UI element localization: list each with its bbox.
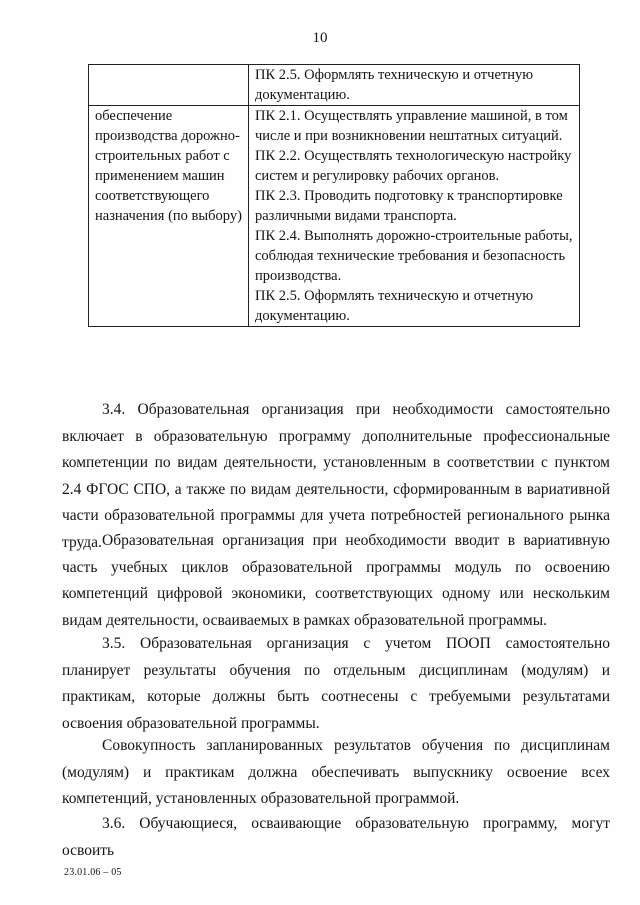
paragraph: Образовательная организация при необходимости вводит в вариативную часть учебных циклов образовательной программы модуль по освоению компетенций цифровой экономики, соответствующих одному или нескольким видам деятельности, осваиваемых в рамках образовательной программы. bbox=[62, 532, 610, 629]
document-code: 23.01.06 – 05 bbox=[64, 867, 122, 878]
competency-item: ПК 2.5. Оформлять техническую и отчетную документацию. bbox=[255, 67, 534, 103]
paragraph: Совокупность запланированных результатов обучения по дисциплинам (модулям) и практикам должна обеспечивать выпускнику освоение всех компетенций, установленных образовательной программой. bbox=[62, 737, 610, 807]
competencies-cell bbox=[249, 106, 580, 327]
competency-item: ПК 2.5. Оформлять техническую и отчетную документацию. bbox=[255, 288, 534, 324]
body-text bbox=[62, 733, 610, 813]
activity-cell: обеспечение производства дорожно-строительных работ с применением машин соответствующего назначения (по выбору) bbox=[89, 106, 249, 327]
paragraph: 3.5. Образовательная организация с учетом ПООП самостоятельно планирует результаты обучения по отдельным дисциплинам (модулям) и практикам, которые должны быть соотнесены с требуемыми результатами освоения образовательной программы. bbox=[62, 635, 610, 732]
body-text bbox=[62, 811, 610, 864]
competency-item: ПК 2.1. Осуществлять управление машиной, в том числе и при возникновении нештатных ситуаций. bbox=[255, 108, 568, 144]
competency-item: ПК 2.4. Выполнять дорожно-строительные работы, соблюдая технические требования и безопасность производства. bbox=[255, 228, 573, 284]
paragraph: 3.6. Обучающиеся, осваивающие образовательную программу, могут освоить bbox=[62, 815, 610, 859]
competency-item: ПК 2.2. Осуществлять технологическую настройку систем и регулировку рабочих органов. bbox=[255, 148, 572, 184]
paragraph: 3.4. Образовательная организация при необходимости самостоятельно включает в образовательную программу дополнительные профессиональные компетенции по видам деятельности, установленным в соответствии с пунктом 2.4 ФГОС СПО, а также по видам деятельности, сформированным в вариативной части образовательной программы для учета потребностей регионального рынка труда. bbox=[62, 401, 610, 551]
page-number: 10 bbox=[312, 30, 328, 46]
table-row bbox=[89, 65, 580, 106]
body-text bbox=[62, 631, 610, 737]
table-row bbox=[89, 106, 580, 327]
competency-item: ПК 2.3. Проводить подготовку к транспортировке различными видами транспорта. bbox=[255, 188, 563, 224]
activity-cell bbox=[89, 65, 249, 106]
competencies-cell bbox=[249, 65, 580, 106]
competency-table bbox=[88, 64, 580, 327]
body-text bbox=[62, 528, 610, 634]
